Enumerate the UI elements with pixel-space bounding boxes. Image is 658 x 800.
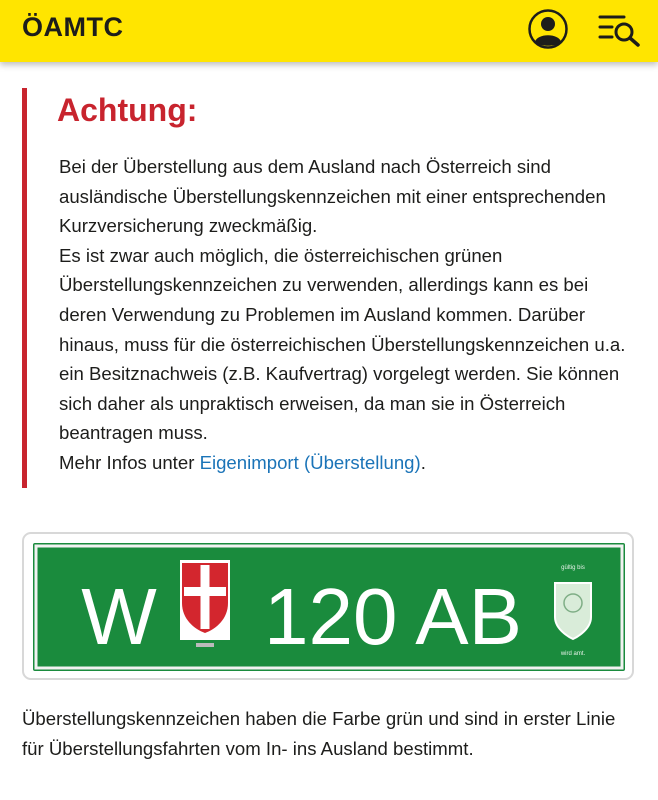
- notice-paragraph-2: Es ist zwar auch möglich, die österreichischen grünen Überstellungskennzeichen zu verwenden, allerdings kann es bei deren Verwendung zu Problemen im Ausland kommen. Darüber hinaus, muss für die österreichischen Überstellungskennzeichen u.a. ein Besitznachweis (z.B. Kaufvertrag) vorgelegt werden. Sie können sich daher als unpraktisch erweisen, da man sie in Österreich beantragen muss.: [59, 244, 626, 444]
- seal-text-bottom: wird amt.: [560, 651, 586, 657]
- more-info-line: [59, 448, 633, 478]
- vienna-coat-of-arms-icon: [180, 560, 230, 647]
- account-button[interactable]: [528, 9, 568, 49]
- seal-text-top: gültig bis: [561, 565, 585, 571]
- eigenimport-link[interactable]: Eigenimport (Überstellung): [199, 451, 421, 473]
- more-info-prefix: Mehr Infos unter: [59, 451, 200, 473]
- license-plate-graphic: [33, 543, 625, 671]
- more-info-suffix: .: [420, 451, 426, 473]
- notice-paragraph-1: Bei der Überstellung aus dem Ausland nach Österreich sind ausländische Überstellungskennzeichen mit einer entsprechenden Kurzversicherung zweckmäßig.: [59, 156, 606, 237]
- warning-notice: [22, 88, 627, 488]
- plate-number: 120 AB: [263, 572, 523, 661]
- license-plate-image-frame: [22, 532, 634, 680]
- notice-body: [59, 152, 633, 478]
- top-header: [0, 0, 658, 62]
- oeamtc-logo[interactable]: ÖAMTC: [22, 12, 124, 42]
- user-avatar-icon: [528, 9, 568, 49]
- plate-district-letter: W: [81, 572, 157, 661]
- menu-search-icon: [598, 12, 642, 48]
- green-license-plate: [33, 543, 625, 671]
- notice-title: Achtung:: [57, 92, 198, 128]
- menu-search-button[interactable]: [598, 12, 642, 48]
- plate-caption: Überstellungskennzeichen haben die Farbe grün und sind in erster Linie für Überstellungsfahrten vom In- ins Ausland bestimmt.: [22, 708, 616, 759]
- inspection-seal-icon: [555, 565, 591, 657]
